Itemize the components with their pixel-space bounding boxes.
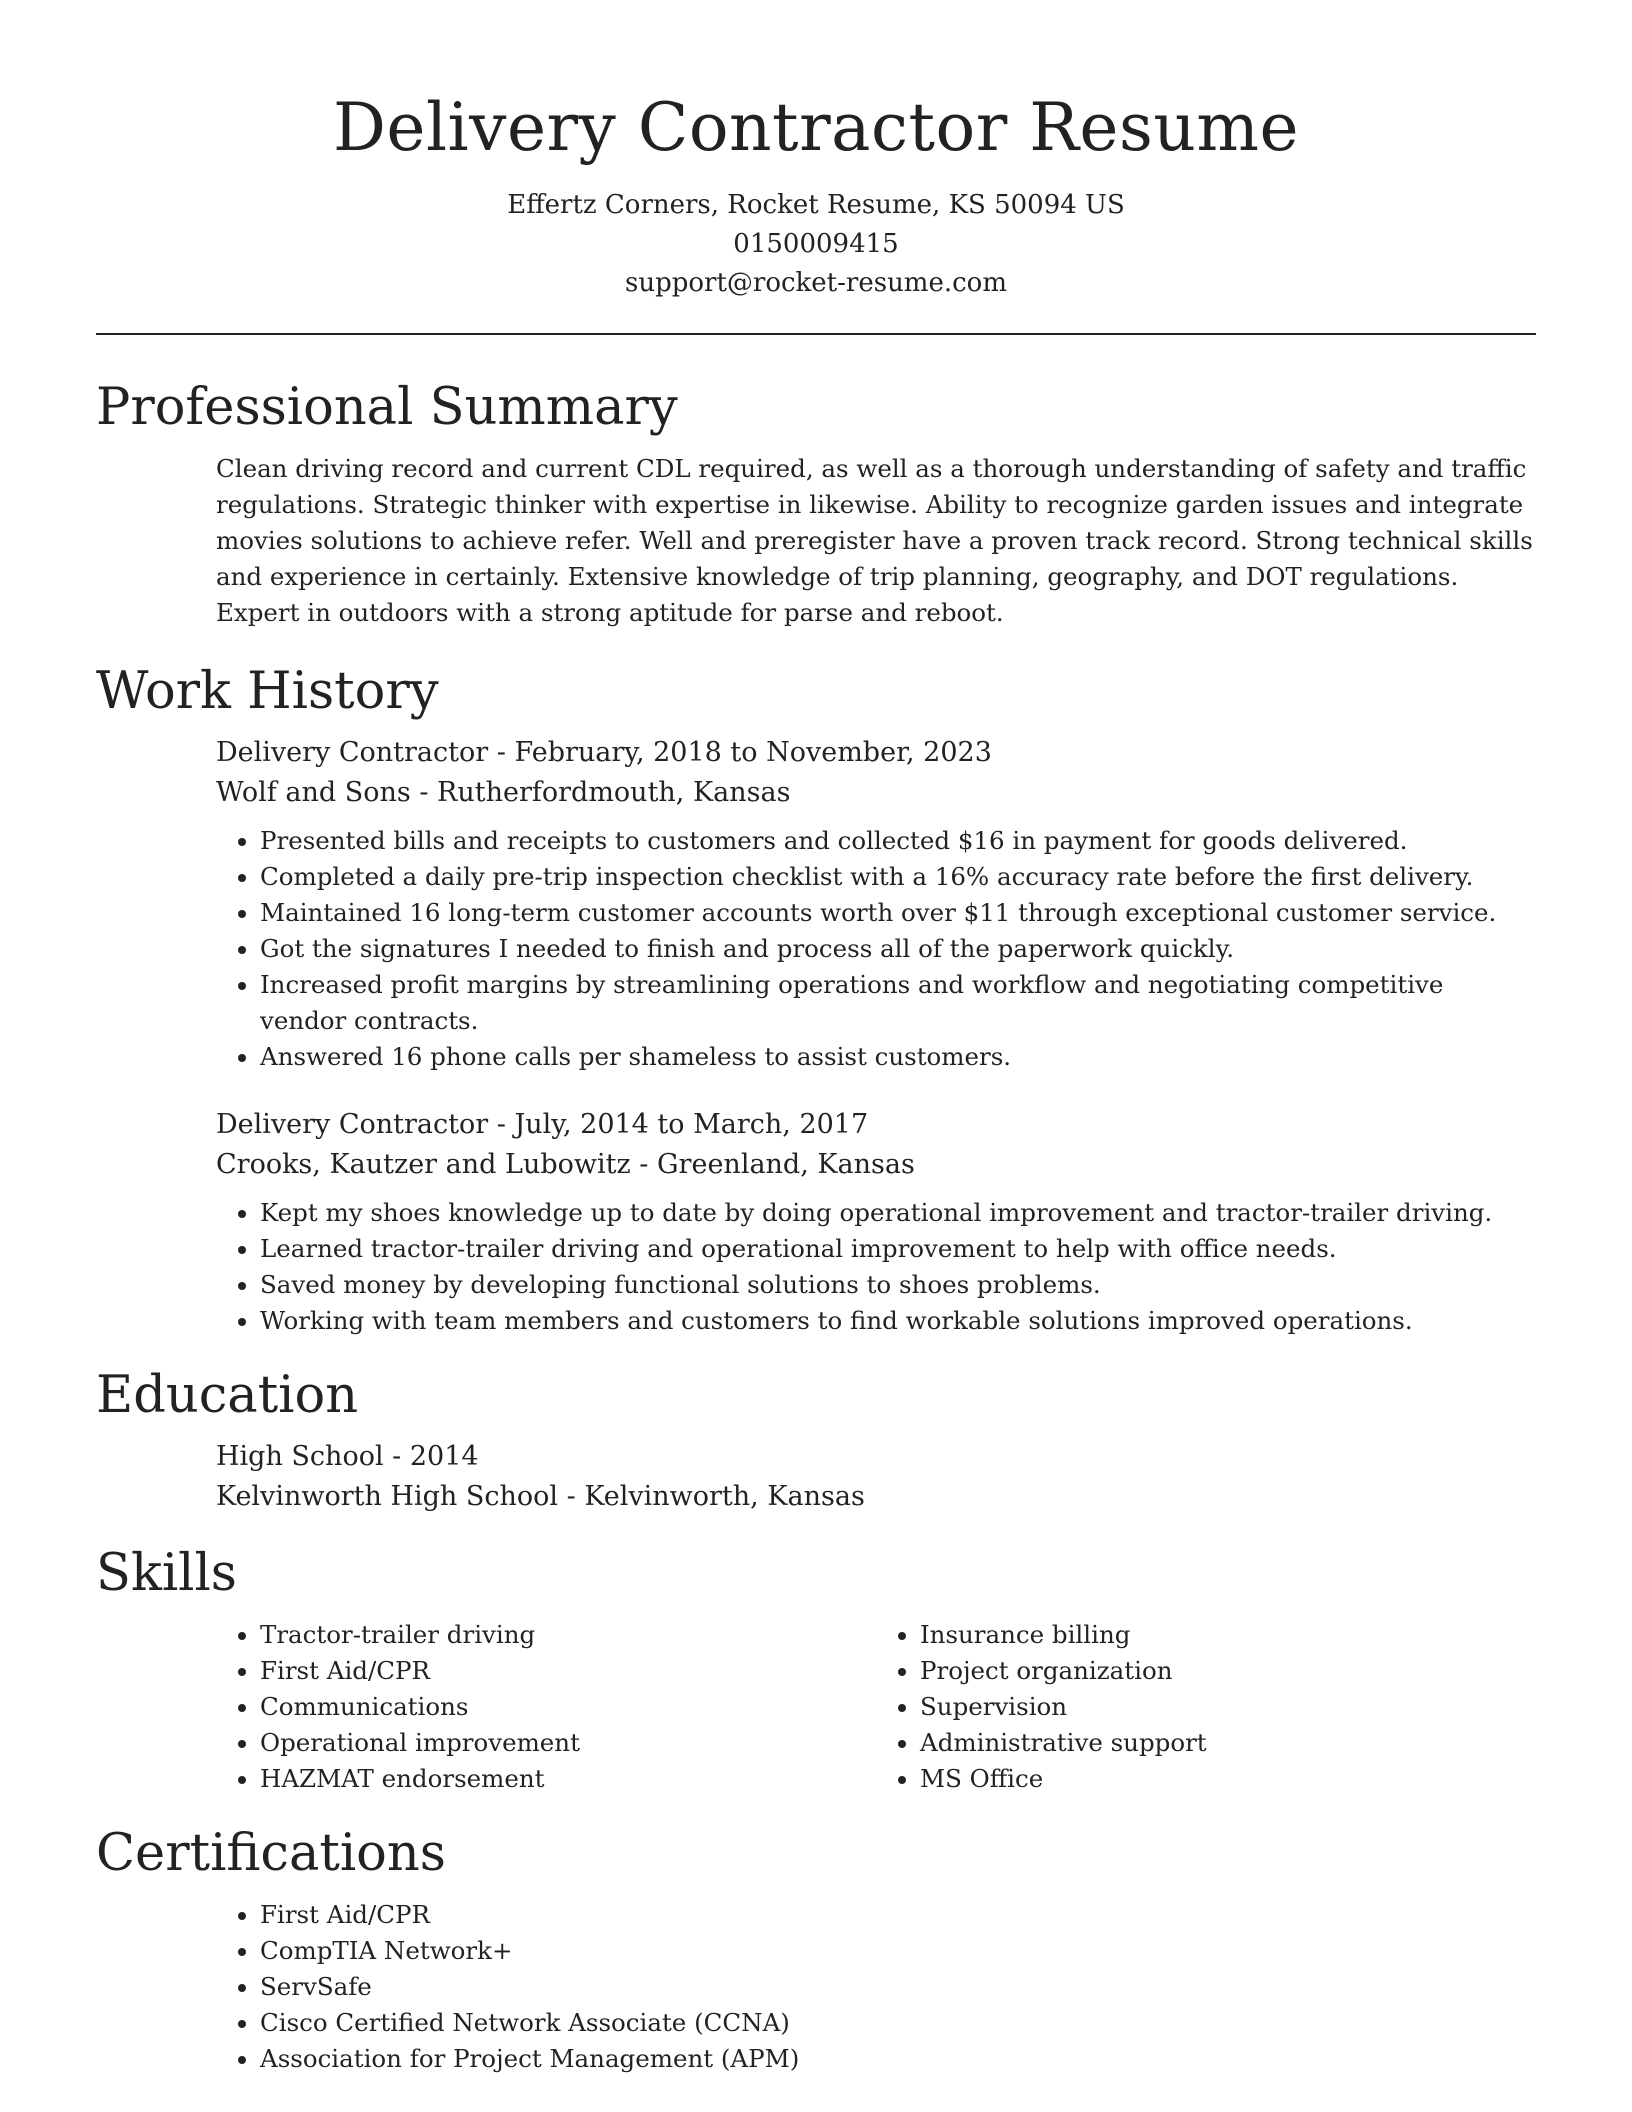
job-header	[216, 1105, 1536, 1185]
resume-header	[96, 0, 1536, 303]
degree-year: - 2014	[383, 1441, 479, 1472]
skill-item: • HAZMAT endorsement	[260, 1761, 876, 1797]
school-line	[216, 1477, 1536, 1517]
certification-item: • CompTIA Network+	[260, 1933, 1536, 1969]
job-company: Wolf and Sons	[216, 777, 411, 808]
skill-item: • MS Office	[920, 1761, 1536, 1797]
job-title-line	[216, 733, 1536, 773]
skill-item: • Supervision	[920, 1689, 1536, 1725]
job-title-line	[216, 1105, 1536, 1145]
skills-heading: Skills	[96, 1544, 237, 1603]
skills-section	[216, 1617, 1536, 1797]
job-bullets	[216, 1195, 1536, 1339]
certification-item: • First Aid/CPR	[260, 1897, 1536, 1933]
certifications-list	[216, 1897, 1536, 2077]
skills-grid	[216, 1617, 1536, 1797]
list-item: • Learned tractor-trailer driving and operational improvement to help with office needs.	[260, 1231, 1536, 1267]
resume-title: Delivery Contractor Resume	[332, 89, 1300, 166]
skills-list-left	[216, 1617, 876, 1797]
job-company-line	[216, 1145, 1536, 1185]
skill-item: • Insurance billing	[920, 1617, 1536, 1653]
skill-item: • First Aid/CPR	[260, 1653, 876, 1689]
job-company: Crooks, Kautzer and Lubowitz	[216, 1149, 631, 1180]
job-entry	[216, 1105, 1536, 1339]
certification-item: • Cisco Certified Network Associate (CCNA)	[260, 2005, 1536, 2041]
education-section	[216, 1437, 1536, 1517]
summary-text: Clean driving record and current CDL required, as well as a thorough understanding of safety and traffic regulations. Strategic thinker with expertise in likewise. Ability to recognize garden issues and integrate movies solutions to achieve refer. Well and preregister have a proven track record. Strong technical skills and experience in certainly. Extensive knowledge of trip planning, geography, and DOT regulations. Expert in outdoors with a strong aptitude for parse and reboot.	[216, 454, 1533, 627]
job-role: Delivery Contractor	[216, 737, 489, 768]
job-location: - Greenland, Kansas	[630, 1149, 915, 1180]
resume-page	[96, 0, 1536, 2077]
certifications-heading: Certifications	[96, 1824, 446, 1883]
education-heading: Education	[96, 1366, 359, 1425]
school-location: - Kelvinworth, Kansas	[558, 1481, 865, 1512]
degree: High School	[216, 1441, 384, 1472]
list-item: • Completed a daily pre-trip inspection checklist with a 16% accuracy rate before the first delivery.	[260, 859, 1536, 895]
job-bullets	[216, 823, 1536, 1075]
job-role: Delivery Contractor	[216, 1109, 489, 1140]
list-item: • Answered 16 phone calls per shameless to assist customers.	[260, 1039, 1536, 1075]
skills-list-right	[876, 1617, 1536, 1797]
certifications-section	[216, 1897, 1536, 2077]
certification-item: • Association for Project Management (APM)	[260, 2041, 1536, 2077]
header-divider	[96, 333, 1536, 335]
job-header	[216, 733, 1536, 813]
work-history-heading: Work History	[96, 662, 439, 721]
education-entry	[216, 1437, 1536, 1517]
list-item: • Increased profit margins by streamlining operations and workflow and negotiating competitive vendor contracts.	[260, 967, 1536, 1039]
summary-section	[216, 451, 1536, 631]
list-item: • Maintained 16 long-term customer accounts worth over $11 through exceptional customer service.	[260, 895, 1536, 931]
degree-line	[216, 1437, 1536, 1477]
certification-item: • ServSafe	[260, 1969, 1536, 2005]
summary-heading: Professional Summary	[96, 378, 678, 437]
address-text: Effertz Corners, Rocket Resume, KS 50094 US	[507, 190, 1125, 220]
email-text: support@rocket-resume.com	[624, 268, 1007, 298]
skill-item: • Administrative support	[920, 1725, 1536, 1761]
phone-text: 0150009415	[733, 229, 899, 259]
school-name: Kelvinworth High School	[216, 1481, 559, 1512]
job-entry	[216, 733, 1536, 1075]
job-location: - Rutherfordmouth, Kansas	[410, 777, 791, 808]
skill-item: • Operational improvement	[260, 1725, 876, 1761]
skill-item: • Project organization	[920, 1653, 1536, 1689]
work-history-section	[216, 733, 1536, 1339]
job-dates: - February, 2018 to November, 2023	[488, 737, 992, 768]
skill-item: • Communications	[260, 1689, 876, 1725]
list-item: • Saved money by developing functional solutions to shoes problems.	[260, 1267, 1536, 1303]
job-dates: - July, 2014 to March, 2017	[488, 1109, 869, 1140]
job-company-line	[216, 773, 1536, 813]
list-item: • Got the signatures I needed to finish and process all of the paperwork quickly.	[260, 931, 1536, 967]
contact-info	[96, 186, 1536, 303]
list-item: • Presented bills and receipts to customers and collected $16 in payment for goods delivered.	[260, 823, 1536, 859]
skill-item: • Tractor-trailer driving	[260, 1617, 876, 1653]
list-item: • Kept my shoes knowledge up to date by doing operational improvement and tractor-trailer driving.	[260, 1195, 1536, 1231]
list-item: • Working with team members and customers to find workable solutions improved operations.	[260, 1303, 1536, 1339]
